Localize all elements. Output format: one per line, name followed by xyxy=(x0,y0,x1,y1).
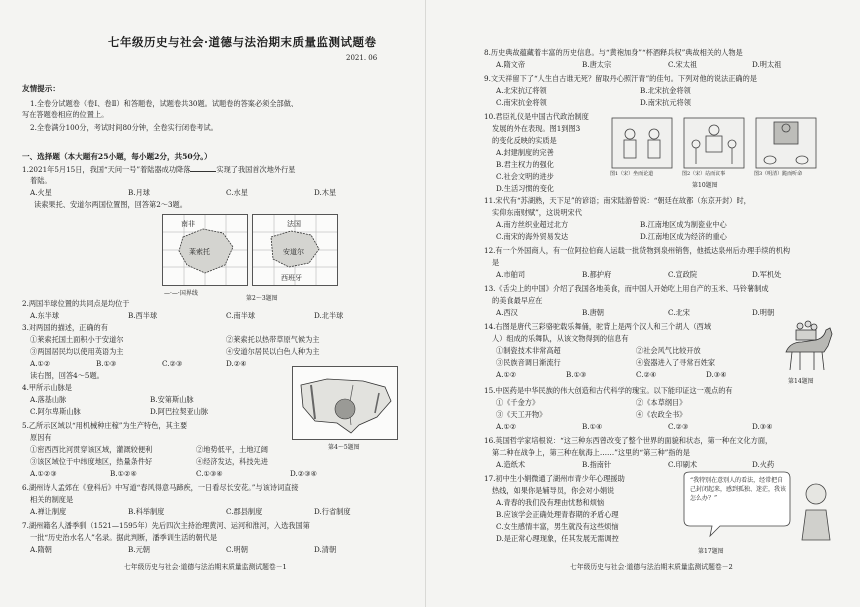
court-scenes-illustration xyxy=(606,112,822,174)
map-label-spain: 西班牙 xyxy=(281,274,302,282)
q3-item-3: ③两国居民均以使用英语为主 xyxy=(30,347,124,356)
q12-option-c: C.宣政院 xyxy=(668,270,698,279)
q14-item-4: ④瓷器进入了寻常百姓家 xyxy=(636,358,716,367)
q14-option-c: C.②④ xyxy=(636,370,657,379)
q8-option-b: B.唐太宗 xyxy=(582,60,612,69)
q2-stem: 2.两国半球位置的共同点是均位于 xyxy=(22,299,130,308)
q8-option-a: A.隋文帝 xyxy=(496,60,526,69)
q13-stem: 13.《舌尖上的中国》介绍了我国各地美食，而中国人开始吃上用自产的玉米、马铃薯制成 xyxy=(484,284,769,293)
q4-stem: 4.甲所示山脉是 xyxy=(22,383,72,392)
q1-stem-cont: 着陆。 xyxy=(30,176,52,185)
q15-item-2: ②《本草纲目》 xyxy=(636,398,687,407)
q7-stem: 7.湖州籍名人潘季驯（1521—1595年）先后四次主持治理黄河、运河和淮河，入选我国第 xyxy=(22,521,310,530)
q1-option-a: A.火星 xyxy=(30,188,52,197)
notice-1a: 1.全卷分试题卷（卷Ⅰ、卷Ⅱ）和答题卷，试题卷共30题。试题卷的答案必须全部做、 xyxy=(30,99,299,108)
q2-option-a: A.东半球 xyxy=(30,311,60,320)
q2-option-d: D.北半球 xyxy=(314,311,344,320)
q17-figure xyxy=(680,470,840,544)
q15-stem: 15.中医药是中华民族的伟大创造和古代科学的瑰宝。以下能印证这一观点的有 xyxy=(484,386,733,395)
q14-stem-cont: 人）组成的乐舞队，从该文物得到的信息有 xyxy=(492,334,629,343)
q15-item-4: ④《农政全书》 xyxy=(636,410,687,419)
q14-caption: 第14题图 xyxy=(788,378,814,385)
q13-stem-cont: 的美食最早应在 xyxy=(492,296,543,305)
q10-fig1-caption: 图1（宋）坐而论道 xyxy=(610,171,654,177)
q16-option-c: C.印刷术 xyxy=(668,460,698,469)
page-2 xyxy=(430,0,850,607)
q11-option-c: C.南宋的海外贸易发达 xyxy=(496,232,569,241)
q7-option-a: A.隋朝 xyxy=(30,545,52,554)
footer-page-1: 七年级历史与社会·道德与法治期末质量监测试题卷－1 xyxy=(124,563,287,571)
q5-item-3: ③该区域位于中纬度地区，热量条件好 xyxy=(30,457,153,466)
q11-option-b: B.江南地区成为制瓷业中心 xyxy=(640,220,727,229)
tricolor-camel-illustration xyxy=(776,316,836,374)
q9-option-d: D.南宋抗元将领 xyxy=(640,98,691,107)
q11-option-a: A.南方丝织业超过北方 xyxy=(496,220,569,229)
map2-caption: 第4～5题图 xyxy=(328,444,360,451)
map-caption: 第2～3题图 xyxy=(246,295,278,302)
q5-item-2: ②地势低平，土地辽阔 xyxy=(196,445,268,454)
q3-item-4: ④安道尔居民以白色人种为主 xyxy=(226,347,320,356)
exam-title: 七年级历史与社会·道德与法治期末质量监测试题卷 xyxy=(108,35,377,49)
q15-option-b: B.①④ xyxy=(582,422,603,431)
q16-stem: 16.英国哲学家培根说：“这三种东西曾改变了整个世界的面貌和状态，第一种在文化方面， xyxy=(484,436,773,445)
map-intro: 读索果托、安道尔两国位置图，回答第2～3题。 xyxy=(34,200,187,209)
map-legend: —·—·国界线 xyxy=(164,290,198,297)
q10-stem-cont2: 的变化反映的实质是 xyxy=(492,136,557,145)
q3-item-1: ①莱索托国土面积小于安道尔 xyxy=(30,335,124,344)
q10-fig3-caption: 图3（明清）跪而听命 xyxy=(754,171,803,177)
q6-option-a: A.禅让制度 xyxy=(30,507,67,516)
q7-option-d: D.清朝 xyxy=(314,545,337,554)
q17-caption: 第17题图 xyxy=(698,548,724,555)
q14-stem: 14.右图是唐代三彩骆驼载乐舞俑，驼背上是两个汉人和三个胡人（西域 xyxy=(484,322,712,331)
q13-option-b: B.唐朝 xyxy=(582,308,604,317)
q17-option-c: C.女生感情丰富，男生就没有这些烦恼 xyxy=(496,522,619,531)
map-label-france: 法国 xyxy=(287,220,301,228)
q5-item-1: ①密西西比河贯穿该区域，灌溉较便利 xyxy=(30,445,153,454)
q15-item-3: ③《天工开物》 xyxy=(496,410,547,419)
q5-option-d: D.②③④ xyxy=(290,469,318,478)
usa-map-graphic xyxy=(293,367,397,439)
q4-option-d: D.阿巴拉契亚山脉 xyxy=(150,407,209,416)
q17-speech-text: “我特别在意别人的看法，经常把自己封闭起来，感到孤独、迷茫，我该怎么办？” xyxy=(690,477,787,502)
q7-option-c: C.明朝 xyxy=(226,545,248,554)
q6-option-d: D.行省制度 xyxy=(314,507,351,516)
q6-option-b: B.科举制度 xyxy=(128,507,165,516)
q1-option-b: B.月球 xyxy=(128,188,150,197)
q5-option-a: A.①②③ xyxy=(30,469,57,478)
map-label-lesotho: 莱索托 xyxy=(189,248,210,256)
q3-option-b: B.①③ xyxy=(96,359,117,368)
q17-option-d: D.是正常心理现象，任其发展无需调控 xyxy=(496,534,619,543)
q1-option-d: D.木星 xyxy=(314,188,337,197)
q14-item-3: ③民族音调日渐流行 xyxy=(496,358,561,367)
q14-option-b: B.①③ xyxy=(566,370,587,379)
q2-option-b: B.西半球 xyxy=(128,311,158,320)
map-label-andorra: 安道尔 xyxy=(283,248,304,256)
q5-stem-cont: 原因有 xyxy=(30,433,52,442)
q7-stem-cont: 一批“历史治水名人”名录。据此判断，潘季训生活的朝代是 xyxy=(30,533,218,542)
q12-stem: 12.有一个外国商人，有一位阿拉伯商人运载一批货物到泉州销售，他抵达泉州后办理手续的机构 xyxy=(484,246,791,255)
q16-option-b: B.指南针 xyxy=(582,460,612,469)
q12-option-a: A.市舶司 xyxy=(496,270,526,279)
q16-option-a: A.造纸术 xyxy=(496,460,526,469)
q17-option-a: A.青春的我们没有理由忧愁和烦恼 xyxy=(496,498,605,507)
q8-stem: 8.历史典故蕴藏着丰富的历史信息。与“黄袍加身”“杯酒释兵权”典故相关的人物是 xyxy=(484,48,743,57)
q14-option-d: D.③④ xyxy=(706,370,727,379)
map2-intro: 读右图，回答4～5题。 xyxy=(30,371,104,380)
q3-stem: 3.对两国的描述，正确的有 xyxy=(22,323,108,332)
q14-option-a: A.①② xyxy=(496,370,517,379)
q6-option-c: C.郡县制度 xyxy=(226,507,263,516)
q15-item-1: ①《千金方》 xyxy=(496,398,540,407)
q3-option-d: D.②④ xyxy=(226,359,247,368)
q5-option-b: B.①②④ xyxy=(110,469,137,478)
q9-option-c: C.南宋抗金将领 xyxy=(496,98,547,107)
lesotho-map xyxy=(162,214,248,286)
map-label-south-africa: 南非 xyxy=(181,220,195,228)
q3-item-2: ②莱索托以热带草原气候为主 xyxy=(226,335,320,344)
q14-figure xyxy=(776,316,836,374)
q3-option-c: C.②③ xyxy=(162,359,183,368)
q6-stem: 6.湖州诗人孟郊在《登科后》中写道“春风得意马蹄疾，一日看尽长安花。”与该诗词直接 xyxy=(22,483,299,492)
q17-stem: 17.初中生小娟微通了湖州市青少年心理援助 xyxy=(484,474,625,483)
q2-option-c: C.南半球 xyxy=(226,311,256,320)
q11-option-d: D.江南地区成为经济的重心 xyxy=(640,232,727,241)
notice-title: 友情提示： xyxy=(22,84,60,93)
q10-stem: 10.君臣礼仪是中国古代政治制度 xyxy=(484,112,589,121)
q10-option-c: C.社会文明的进步 xyxy=(496,172,554,181)
q4-option-b: B.安第斯山脉 xyxy=(150,395,194,404)
q15-option-d: D.③④ xyxy=(752,422,773,431)
q10-option-b: B.君主权力的强化 xyxy=(496,160,554,169)
q9-option-a: A.北宋抗辽将领 xyxy=(496,86,547,95)
q5-item-4: ④经济发达，科技先进 xyxy=(196,457,268,466)
q14-item-1: ①制瓷技术非常高超 xyxy=(496,346,561,355)
q4-option-a: A.落基山脉 xyxy=(30,395,67,404)
q9-option-b: B.北宋抗金将领 xyxy=(640,86,691,95)
q5-stem: 5.乙所示区域以“用机械种庄稼”为生产特色，其主要 xyxy=(22,421,188,430)
q10-caption: 第10题图 xyxy=(692,182,718,189)
q12-stem-cont: 是 xyxy=(492,258,500,267)
q15-option-a: A.①② xyxy=(496,422,517,431)
q11-stem-cont: 实仰东南财赋”，这说明宋代 xyxy=(492,208,582,217)
q6-stem-cont: 相关的制度是 xyxy=(30,495,74,504)
q13-option-d: D.明朝 xyxy=(752,308,775,317)
q16-option-d: D.火药 xyxy=(752,460,775,469)
q3-option-a: A.①② xyxy=(30,359,51,368)
q10-figure xyxy=(606,112,822,177)
q1-option-c: C.水星 xyxy=(226,188,248,197)
q1-stem: 1.2021年5月15日，我国“天问一号”着陆器成功降落 实现了我国首次地外行星 xyxy=(22,165,296,174)
q14-item-2: ②社会风气比较开放 xyxy=(636,346,701,355)
q12-option-b: B.都护府 xyxy=(582,270,612,279)
q15-option-c: C.②③ xyxy=(668,422,689,431)
q7-option-b: B.元朝 xyxy=(128,545,150,554)
exam-date: 2021. 06 xyxy=(346,54,378,62)
q4-option-c: C.阿尔卑斯山脉 xyxy=(30,407,81,416)
q11-stem: 11.宋代有“苏湖熟，天下足”的谚语；南宋陆游曾说：“朝廷在故都（东京开封）时， xyxy=(484,196,751,205)
q5-option-c: C.①③④ xyxy=(196,469,223,478)
q13-option-a: A.西汉 xyxy=(496,308,518,317)
q10-fig2-caption: 图2（宋）站而议事 xyxy=(682,171,726,177)
andorra-map xyxy=(252,214,338,286)
q8-option-d: D.明太祖 xyxy=(752,60,782,69)
usa-map xyxy=(292,366,398,440)
q17-stem-cont: 热线，如果你是辅导员，你会对小娟说 xyxy=(492,486,615,495)
footer-page-2: 七年级历史与社会·道德与法治期末质量监测试题卷－2 xyxy=(570,563,733,571)
q17-option-b: B.应该学会正确处理青春期的矛盾心理 xyxy=(496,510,619,519)
q12-option-d: D.军机处 xyxy=(752,270,782,279)
page-gutter xyxy=(425,0,426,607)
q13-option-c: C.北宋 xyxy=(668,308,690,317)
q10-option-d: D.生活习惯的变化 xyxy=(496,184,555,193)
q10-stem-cont: 发展的外在表现。图1到图3 xyxy=(492,124,581,133)
notice-1b: 写在答题卷相应的位置上。 xyxy=(22,110,109,119)
notice-2: 2.全卷满分100分，考试时间80分钟，全卷实行闭卷考试。 xyxy=(30,123,218,132)
page-1 xyxy=(0,0,420,607)
q8-option-c: C.宋太祖 xyxy=(668,60,698,69)
q10-option-a: A.封建制度的完善 xyxy=(496,148,554,157)
section-1-header: 一、选择题（本大题有25小题，每小题2分，共50分。） xyxy=(22,152,212,161)
q16-stem-cont: 第二种在战争上，第三种在航海上……”这里的“第三种”指的是 xyxy=(492,448,690,457)
q9-stem: 9.文天祥留下了“人生自古谁无死？留取丹心照汗青”的佳句。下列对他的说法正确的是 xyxy=(484,74,757,83)
